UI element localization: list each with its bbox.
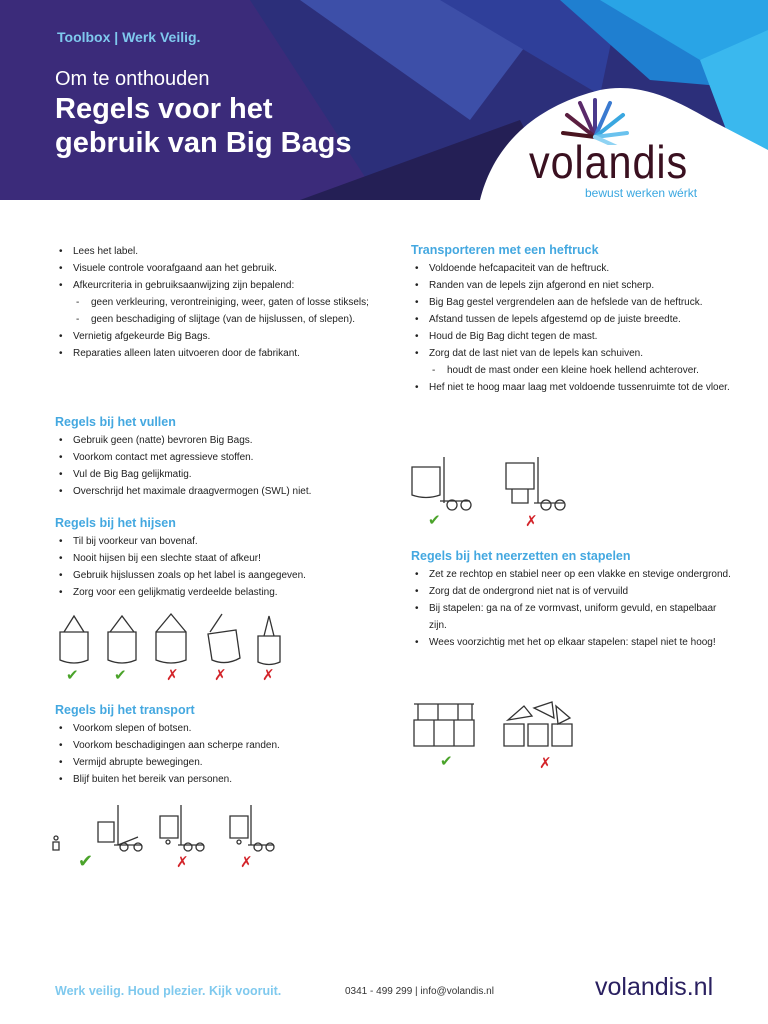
list-item: - houdt de mast onder een kleine hoek hellend achterover. xyxy=(411,362,731,379)
check-icon: ✔ xyxy=(440,752,453,770)
check-icon: ✔ xyxy=(78,851,94,872)
list-item: • Wees voorzichtig met het op elkaar stapelen: stapel niet te hoog! xyxy=(411,634,731,651)
list-item: • Hef niet te hoog maar laag met voldoende tussenruimte tot de vloer. xyxy=(411,379,731,396)
stapelen-section xyxy=(411,548,731,651)
list-item: • Randen van de lepels zijn afgerond en niet scherp. xyxy=(411,277,731,294)
list-item: • Vul de Big Bag gelijkmatig. xyxy=(55,466,375,483)
title-line-1: Regels voor het xyxy=(55,93,273,125)
list-item: - geen verkleuring, verontreiniging, weer, gaten of losse stiksels; xyxy=(55,294,375,311)
list-item: • Zorg voor een gelijkmatig verdeelde belasting. xyxy=(55,584,375,601)
transport-section xyxy=(55,702,375,788)
vullen-section xyxy=(55,414,375,500)
hijsen-illustration xyxy=(50,612,290,668)
heftruck-section xyxy=(411,242,731,396)
section-heading: Regels bij het transport xyxy=(55,703,195,717)
title-line-2: gebruik van Big Bags xyxy=(55,127,352,159)
toolbox-label: Toolbox | Werk Veilig. xyxy=(57,29,201,45)
list-item: • Voorkom beschadigingen aan scherpe randen. xyxy=(55,737,375,754)
volandis-logo xyxy=(525,95,725,200)
list-item: • Big Bag gestel vergrendelen aan de hefslede van de heftruck. xyxy=(411,294,731,311)
list-item: • Til bij voorkeur van bovenaf. xyxy=(55,533,375,550)
hijsen-section xyxy=(55,515,375,601)
list-item: • Lees het label. xyxy=(55,243,375,260)
list-item: • Zet ze rechtop en stabiel neer op een vlakke en stevige ondergrond. xyxy=(411,566,731,583)
list-item: • Afkeurcriteria in gebruiksaanwijzing zijn bepalend: xyxy=(55,277,375,294)
cross-icon: ✗ xyxy=(214,666,227,684)
list-item: • Vermijd abrupte bewegingen. xyxy=(55,754,375,771)
section-heading: Transporteren met een heftruck xyxy=(411,243,599,257)
page-title xyxy=(55,92,352,160)
list-item: • Blijf buiten het bereik van personen. xyxy=(55,771,375,788)
list-item: • Afstand tussen de lepels afgestemd op de juiste breedte. xyxy=(411,311,731,328)
list-item: • Voorkom slepen of botsen. xyxy=(55,720,375,737)
list-item: • Voorkom contact met agressieve stoffen. xyxy=(55,449,375,466)
check-icon: ✔ xyxy=(428,511,441,529)
cross-icon: ✗ xyxy=(525,512,538,530)
cross-icon: ✗ xyxy=(176,853,189,871)
logo-wordmark: volandis xyxy=(529,136,689,188)
logo-tagline: bewust werken wérkt xyxy=(585,186,698,200)
section-heading: Regels bij het hijsen xyxy=(55,516,176,530)
list-item: • Overschrijd het maximale draagvermogen (SWL) niet. xyxy=(55,483,375,500)
cross-icon: ✗ xyxy=(240,853,253,871)
cross-icon: ✗ xyxy=(539,754,552,772)
check-icon: ✔ xyxy=(114,666,127,684)
cross-icon: ✗ xyxy=(262,666,275,684)
footer-website[interactable]: volandis.nl xyxy=(595,973,714,1001)
list-item: - geen beschadiging of slijtage (van de hijslussen, of slepen). xyxy=(55,311,375,328)
cross-icon: ✗ xyxy=(166,666,179,684)
list-item: • Houd de Big Bag dicht tegen de mast. xyxy=(411,328,731,345)
list-item: • Zorg dat de ondergrond niet nat is of vervuild xyxy=(411,583,731,600)
list-item: • Gebruik geen (natte) bevroren Big Bags. xyxy=(55,432,375,449)
intro-section xyxy=(55,243,375,362)
list-item: • Bij stapelen: ga na of ze vormvast, uniform gevuld, en stapelbaar zijn. xyxy=(411,600,731,634)
stapelen-illustration xyxy=(408,698,588,753)
section-heading: Regels bij het neerzetten en stapelen xyxy=(411,549,631,563)
list-item: • Reparaties alleen laten uitvoeren door de fabrikant. xyxy=(55,345,375,362)
list-item: • Voldoende hefcapaciteit van de heftruck. xyxy=(411,260,731,277)
transport-illustration xyxy=(48,800,278,855)
heftruck-illustration xyxy=(408,455,568,515)
footer-contact[interactable]: 0341 - 499 299 | info@volandis.nl xyxy=(345,986,494,997)
list-item: • Zorg dat de last niet van de lepels kan schuiven. xyxy=(411,345,731,362)
subtitle: Om te onthouden xyxy=(55,68,210,90)
list-item: • Nooit hijsen bij een slechte staat of afkeur! xyxy=(55,550,375,567)
list-item: • Gebruik hijslussen zoals op het label is aangegeven. xyxy=(55,567,375,584)
check-icon: ✔ xyxy=(66,666,79,684)
section-heading: Regels bij het vullen xyxy=(55,415,176,429)
list-item: • Vernietig afgekeurde Big Bags. xyxy=(55,328,375,345)
header-banner xyxy=(0,0,768,200)
list-item: • Visuele controle voorafgaand aan het gebruik. xyxy=(55,260,375,277)
footer-slogan: Werk veilig. Houd plezier. Kijk vooruit. xyxy=(55,984,282,998)
